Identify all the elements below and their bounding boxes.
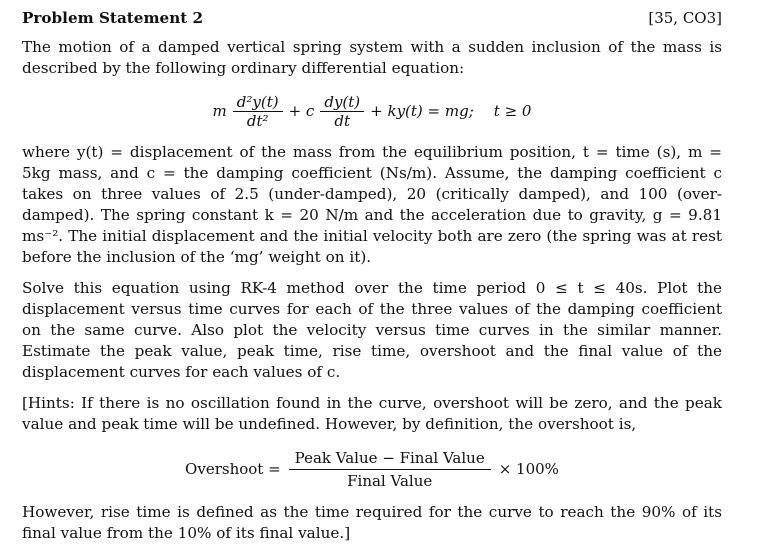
problem-document [22,8,722,544]
hints-paragraph: [Hints: If there is no oscillation found in the curve, overshoot will be zero, and the peak value and peak time will be undefined. However, by definition, the overshoot is, [22,394,722,433]
intro-paragraph: The motion of a damped vertical spring system with a sudden inclusion of the mass is described by the following ordinary differential equation: [22,38,722,77]
eq-d2-numerator: d²y(t) [233,93,283,112]
header [22,8,722,29]
overshoot-multiplier: × 100% [498,460,559,478]
task-paragraph: Solve this equation using RK-4 method over the time period 0 ≤ t ≤ 40s. Plot the displacement versus time curves for each of the three values of the damping coefficient on the same curve. Also plot the velocity versus time curves in the similar manner. Estimate the peak value, peak time, rise time, overshoot and the final value of the displacement curves for each values of c. [22,279,722,381]
eq-plus-c: + c [288,102,315,120]
overshoot-lhs: Overshoot = [185,460,281,478]
eq-condition: t ≥ 0 [493,102,532,120]
eq-d1-numerator: dy(t) [320,93,364,112]
rise-time-paragraph: However, rise time is defined as the time required for the curve to reach the 90% of its final value from the 10% of its final value.] [22,503,722,542]
definitions-paragraph: where y(t) = displacement of the mass from the equilibrium position, t = time (s), m = 5kg mass, and c = the damping coefficient (Ns/m). Assume, the damping coefficient c takes on three values of 2.5 (under-damped), 20 (critically damped), and 100 (over-damped). The spring constant k = 20 N/m and the acceleration due to gravity, g = 9.81 ms⁻². The initial displacement and the initial velocity both are zero (the spring was at rest before the inclusion of the ‘mg’ weight on it). [22,143,722,266]
eq-rest: + ky(t) = mg; [370,102,474,120]
problem-title: Problem Statement 2 [22,9,204,27]
differential-equation [22,93,722,130]
eq-d1-denominator: dt [334,112,351,130]
eq-mass: m [212,102,227,120]
eq-d2-denominator: dt² [246,112,269,130]
eq-first-derivative [320,93,364,130]
points-label: [35, CO3] [648,9,722,27]
eq-second-derivative [233,93,283,130]
overshoot-denominator: Final Value [347,472,433,490]
overshoot-formula [22,447,722,492]
overshoot-fraction [289,447,491,492]
overshoot-numerator: Peak Value − Final Value [289,447,491,470]
